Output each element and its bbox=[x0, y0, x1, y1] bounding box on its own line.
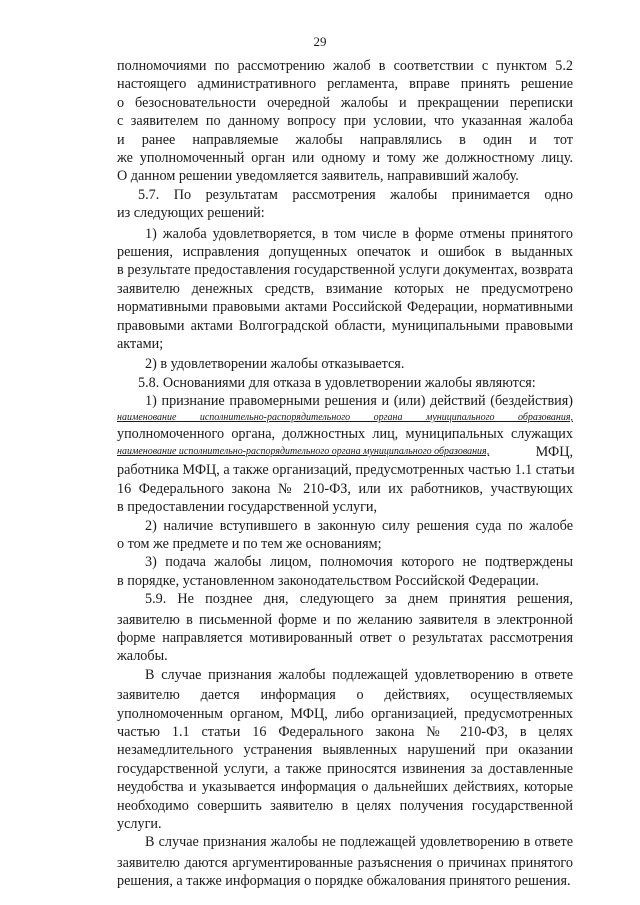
text-fragment: МФЦ, bbox=[535, 444, 573, 460]
text-line: 16 Федерального закона № 210-ФЗ, или их работников, участвующих bbox=[117, 481, 573, 497]
text-line-mixed bbox=[117, 444, 573, 461]
section-5-9-heading: 5.9. Не позднее дня, следующего за днем принятия решения, bbox=[145, 591, 573, 607]
text-line: о том же предмете и по тем же основаниям; bbox=[117, 536, 382, 552]
text-line: О данном решении уведомляется заявитель, направивший жалобу. bbox=[117, 168, 519, 184]
section-5-8-heading: 5.8. Основаниями для отказа в удовлетворении жалобы являются: bbox=[138, 375, 536, 391]
section-5-7-heading: 5.7. По результатам рассмотрения жалобы принимается одно bbox=[138, 187, 573, 203]
list-item-text: 2) в удовлетворении жалобы отказывается. bbox=[145, 356, 405, 372]
text-line: необходимо совершить заявителю в целях получения государственной bbox=[117, 798, 573, 814]
text-line: полномочиями по рассмотрению жалоб в соответствии с пунктом 5.2 bbox=[117, 58, 573, 74]
footnote-placeholder: наименование исполнительно-распорядительного органа муниципального образования, bbox=[117, 446, 490, 457]
text-line: о безосновательности очередной жалобы и прекращении переписки bbox=[117, 95, 573, 111]
text-line: уполномоченного органа, должностных лиц, муниципальных служащих bbox=[117, 426, 573, 442]
text-line: жалобы. bbox=[117, 648, 168, 664]
text-line: услуги. bbox=[117, 816, 162, 832]
text-line: и ранее направляемые жалобы направлялись в один и тот bbox=[117, 132, 573, 148]
text-line: уполномоченным органом, МФЦ, либо организацией, предусмотренных bbox=[117, 706, 573, 722]
paragraph-start: В случае признания жалобы не подлежащей удовлетворению в ответе bbox=[145, 834, 573, 850]
list-item-text: 1) признание правомерными решения и (или) действий (бездействия) bbox=[145, 393, 573, 409]
text-line: настоящего административного регламента, вправе принять решение bbox=[117, 76, 573, 92]
page-number: 29 bbox=[313, 34, 327, 49]
text-line: работника МФЦ, а также организаций, предусмотренных частью 1.1 статьи bbox=[117, 462, 575, 478]
text-line: актами; bbox=[117, 336, 164, 352]
text-line: нормативными правовыми актами Российской Федерации, нормативными bbox=[117, 299, 573, 315]
text-line: заявителю в письменной форме и по желанию заявителя в электронной bbox=[117, 612, 573, 628]
text-line: частью 1.1 статьи 16 Федерального закона № 210-ФЗ, в целях bbox=[117, 724, 573, 740]
footnote-placeholder: наименование исполнительно-распорядительного органа муниципального образования, bbox=[117, 412, 573, 423]
text-line: же уполномоченный орган или одному и тому же должностному лицу. bbox=[117, 150, 573, 166]
text-line: государственной услуги, а также приносятся извинения за доставленные bbox=[117, 761, 573, 777]
text-line: решения, исправления допущенных опечаток и ошибок в выданных bbox=[117, 244, 573, 260]
text-line: заявителю даются аргументированные разъяснения о причинах принятого bbox=[117, 855, 573, 871]
paragraph-start: В случае признания жалобы подлежащей удовлетворению в ответе bbox=[145, 667, 573, 683]
text-line: незамедлительного устранения выявленных нарушений при оказании bbox=[117, 742, 573, 758]
text-line: правовыми актами Волгоградской области, муниципальными правовыми bbox=[117, 318, 573, 334]
text-line: заявителю денежных средств, взимание которых не предусмотрено bbox=[117, 281, 573, 297]
text-line: заявителю дается информация о действиях, осуществляемых bbox=[117, 687, 573, 703]
text-line: с заявителем по данному вопросу при условии, что указанная жалоба bbox=[117, 113, 573, 129]
text-line: в результате предоставления государственной услуги документах, возврата bbox=[117, 262, 573, 278]
text-line: решения, а также информация о порядке обжалования принятого решения. bbox=[117, 873, 571, 889]
text-line: неудобства и указывается информация о дальнейших действиях, которые bbox=[117, 779, 573, 795]
list-item-text: 1) жалоба удовлетворяется, в том числе в форме отмены принятого bbox=[145, 226, 573, 242]
text-line: из следующих решений: bbox=[117, 205, 265, 221]
list-item-text: 3) подача жалобы лицом, полномочия которого не подтверждены bbox=[145, 554, 573, 570]
text-line: в предоставлении государственной услуги, bbox=[117, 499, 378, 515]
text-line: в порядке, установленном законодательством Российской Федерации. bbox=[117, 573, 539, 589]
list-item-text: 2) наличие вступившего в законную силу решения суда по жалобе bbox=[145, 518, 573, 534]
text-line: форме направляется мотивированный ответ о результатах рассмотрения bbox=[117, 630, 573, 646]
